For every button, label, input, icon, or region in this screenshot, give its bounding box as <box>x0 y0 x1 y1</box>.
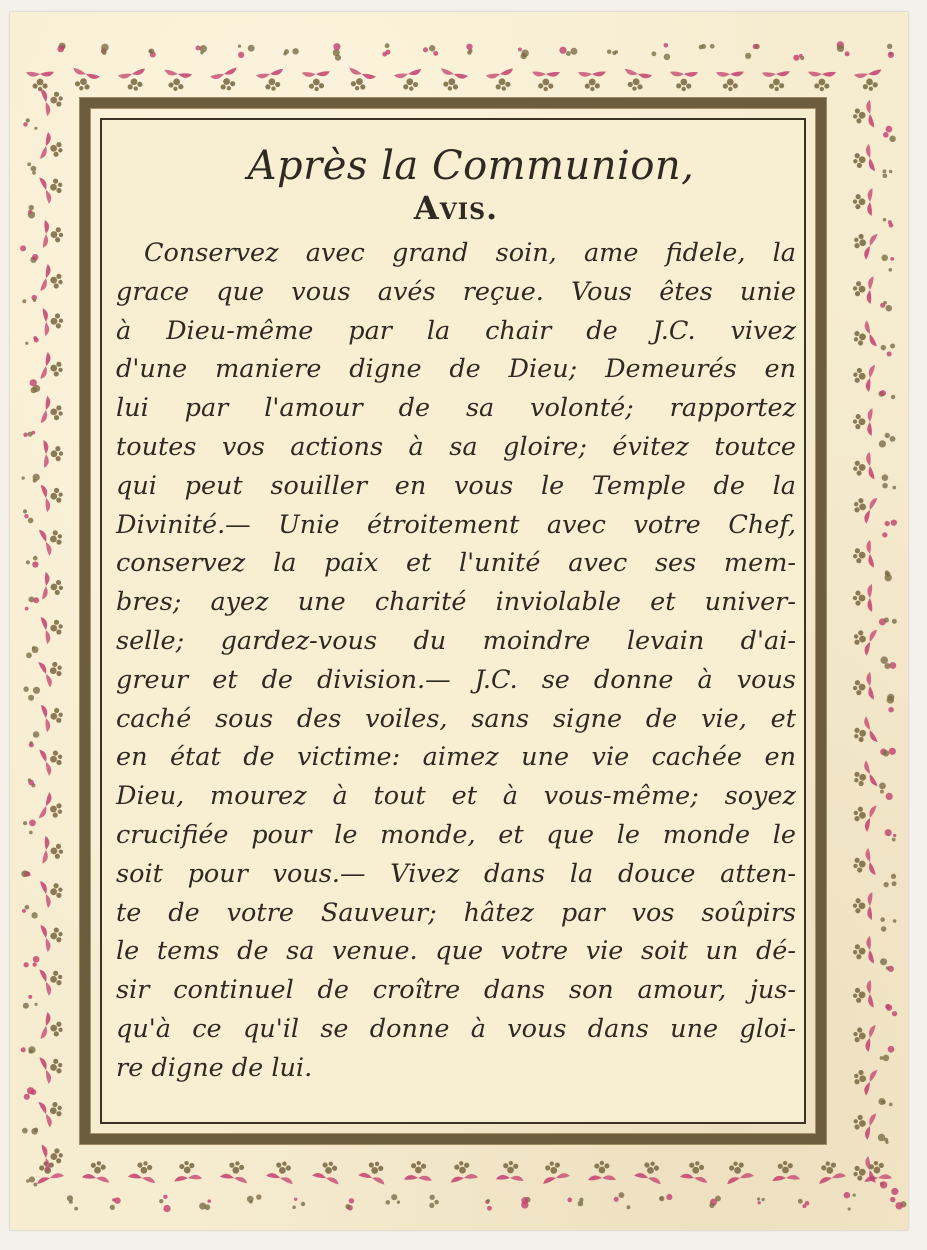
body-line: à Dieu-même par la chair de J.C. vivez <box>116 315 796 346</box>
body-line: conservez la paix et l'unité avec ses mem- <box>116 548 796 579</box>
body-line: selle; gardez-vous du moindre levain d'ai- <box>116 625 796 656</box>
body-line: en état de victime: aimez une vie cachée en <box>116 742 796 773</box>
body-line: re digne de lui. <box>116 1052 313 1083</box>
body-line: grace que vous avés reçue. Vous êtes unie <box>116 276 796 307</box>
body-line: te de votre Sauveur; hâtez par vos soûpirs <box>116 897 796 928</box>
body-line: qui peut souiller en vous le Temple de la <box>116 470 796 501</box>
text-content <box>116 142 796 1102</box>
card-subtitle: Avis. <box>413 189 499 227</box>
body-line: Dieu, mourez à tout et à vous-même; soyez <box>116 781 796 812</box>
body-text <box>116 234 796 1088</box>
body-line: d'une maniere digne de Dieu; Demeurés en <box>116 354 796 385</box>
devotional-card <box>10 12 908 1230</box>
body-line: Divinité.— Unie étroitement avec votre Chef, <box>116 509 796 540</box>
body-line: sir continuel de croître dans son amour, jus- <box>116 975 796 1006</box>
body-line: caché sous des voiles, sans signe de vie, et <box>116 703 796 734</box>
body-line: le tems de sa venue. que votre vie soit un dé- <box>116 936 796 967</box>
body-line: toutes vos actions à sa gloire; évitez toutce <box>116 431 796 462</box>
body-line: soit pour vous.— Vivez dans la douce atten- <box>116 858 796 889</box>
body-line: greur et de division.— J.C. se donne à vous <box>116 664 796 695</box>
body-line: qu'à ce qu'il se donne à vous dans une gloi- <box>116 1013 796 1044</box>
body-line: lui par l'amour de sa volonté; rapportez <box>116 393 796 424</box>
body-line: bres; ayez une charité inviolable et univer- <box>116 587 796 618</box>
body-line: Conservez avec grand soin, ame fidele, la <box>144 238 796 268</box>
body-line: crucifiée pour le monde, et que le monde le <box>116 819 796 850</box>
card-title: Après la Communion, <box>247 143 695 189</box>
